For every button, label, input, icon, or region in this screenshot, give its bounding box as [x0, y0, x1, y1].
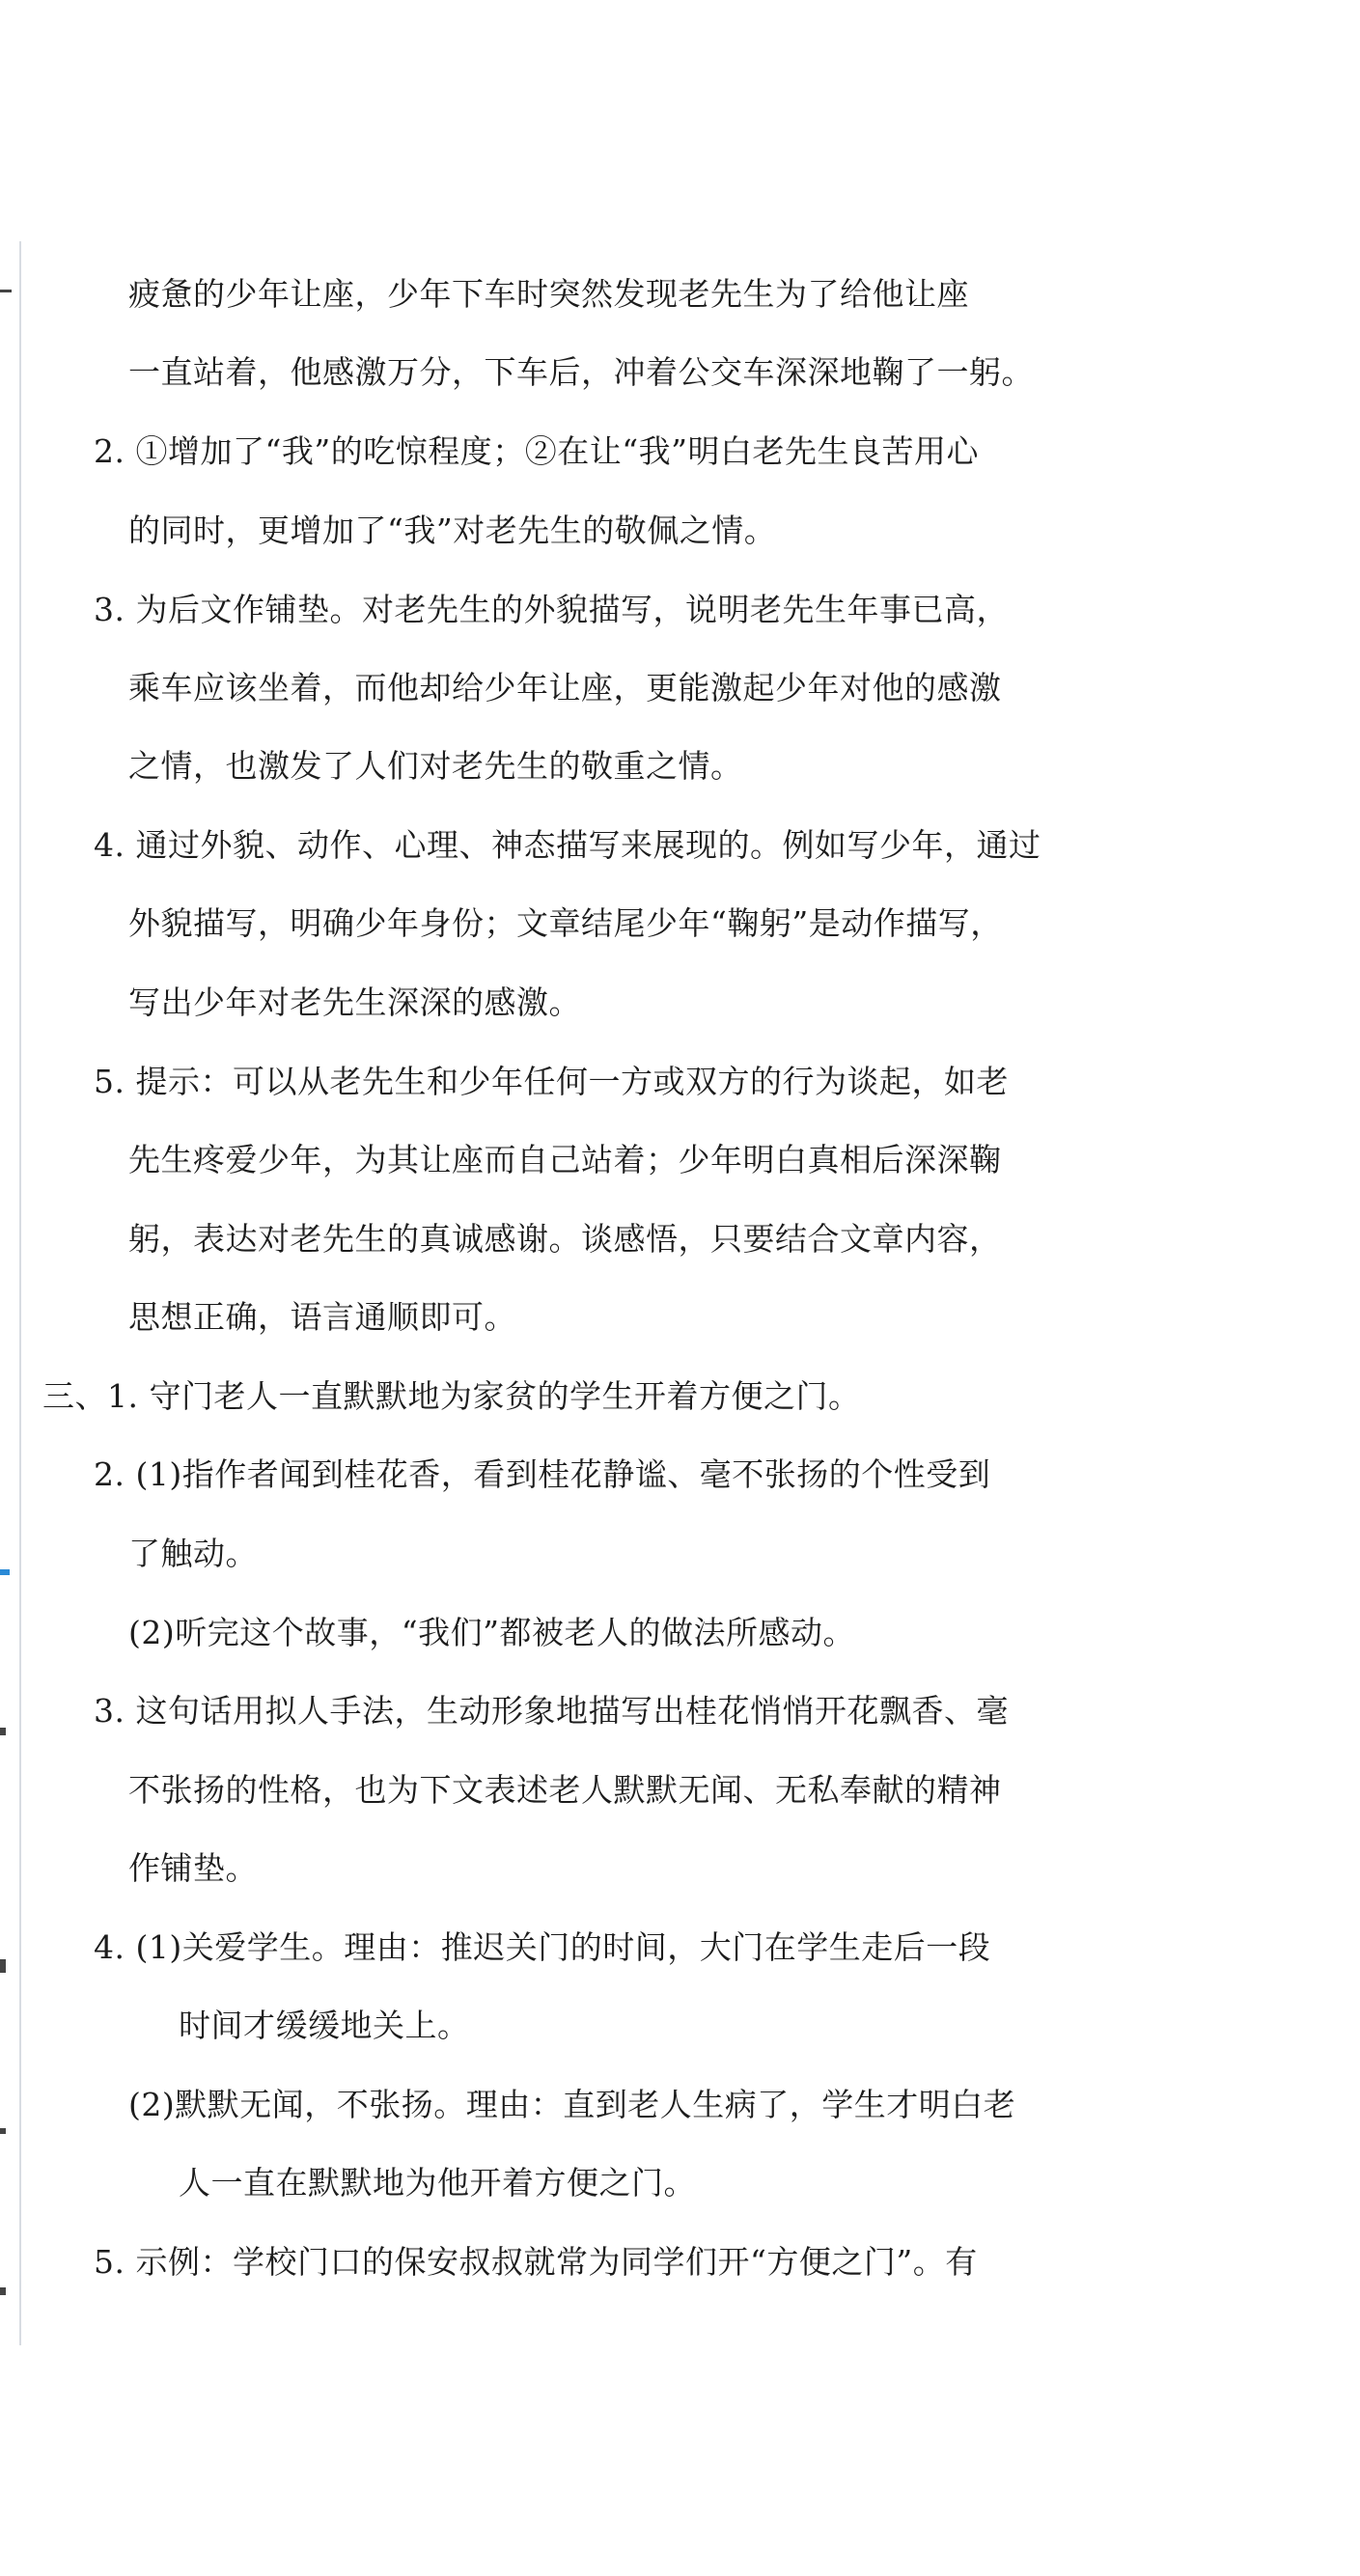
- text-line: 4. (1)关爱学生。理由：推迟关门的时间，大门在学生走后一段: [94, 1928, 991, 1966]
- text-line: 了触动。: [128, 1535, 258, 1572]
- text-line: 的同时，更增加了“我”对老先生的敬佩之情。: [128, 512, 777, 549]
- margin-mark: [0, 1959, 6, 1973]
- margin-mark: [0, 290, 12, 292]
- text-line: 3. 这句话用拟人手法，生动形象地描写出桂花悄悄开花飘香、毫: [94, 1692, 1009, 1730]
- text-line: 5. 示例：学校门口的保安叔叔就常为同学们开“方便之门”。有: [94, 2243, 978, 2281]
- text-line: 时间才缓缓地关上。: [179, 2007, 470, 2044]
- text-line: 之情，也激发了人们对老先生的敬重之情。: [128, 747, 743, 785]
- text-line: 外貌描写，明确少年身份；文章结尾少年“鞠躬”是动作描写，: [128, 904, 1003, 942]
- text-line: (2)听完这个故事，“我们”都被老人的做法所感动。: [128, 1614, 855, 1651]
- text-line: 三、1. 守门老人一直默默地为家贫的学生开着方便之门。: [42, 1377, 861, 1415]
- text-line: 一直站着，他感激万分，下车后，冲着公交车深深地鞠了一躬。: [128, 353, 1034, 391]
- margin-rule: [19, 241, 21, 2345]
- text-line: 人一直在默默地为他开着方便之门。: [179, 2164, 696, 2202]
- text-line: 躬，表达对老先生的真诚感谢。谈感悟，只要结合文章内容，: [128, 1220, 1002, 1258]
- text-line: 思想正确，语言通顺即可。: [128, 1298, 516, 1336]
- text-line: 写出少年对老先生深深的感激。: [128, 983, 581, 1021]
- text-line: 疲惫的少年让座，少年下车时突然发现老先生为了给他让座: [128, 275, 969, 313]
- text-line: (2)默默无闻，不张扬。理由：直到老人生病了，学生才明白老: [128, 2086, 1016, 2123]
- text-line: 乘车应该坐着，而他却给少年让座，更能激起少年对他的感激: [128, 669, 1002, 706]
- text-line: 5. 提示：可以从老先生和少年任何一方或双方的行为谈起，如老: [94, 1063, 1009, 1100]
- margin-mark: [0, 2128, 6, 2134]
- margin-mark: [0, 2287, 6, 2295]
- text-line: 作铺垫。: [128, 1849, 258, 1887]
- margin-mark: [0, 1728, 6, 1735]
- text-line: 2. (1)指作者闻到桂花香，看到桂花静谧、毫不张扬的个性受到: [94, 1455, 991, 1493]
- text-line: 2. ①增加了“我”的吃惊程度；②在让“我”明白老先生良苦用心: [94, 432, 979, 470]
- text-line: 3. 为后文作铺垫。对老先生的外貌描写，说明老先生年事已高，: [94, 591, 1009, 628]
- text-line: 先生疼爱少年，为其让座而自己站着；少年明白真相后深深鞠: [128, 1141, 1002, 1178]
- margin-mark: [0, 1569, 10, 1575]
- text-line: 4. 通过外貌、动作、心理、神态描写来展现的。例如写少年，通过: [94, 826, 1041, 864]
- text-line: 不张扬的性格，也为下文表述老人默默无闻、无私奉献的精神: [128, 1771, 1002, 1809]
